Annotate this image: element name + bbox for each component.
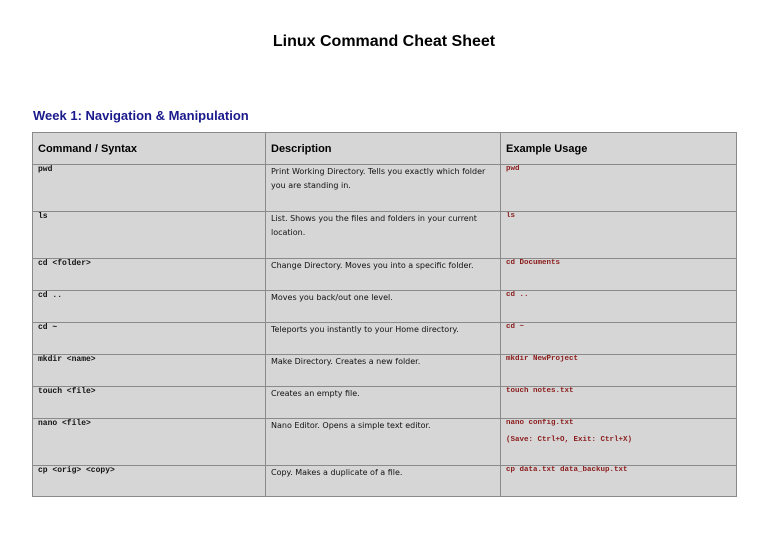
command-table [32,132,737,497]
command-cell: cd .. [33,291,266,323]
command-cell: nano <file> [33,419,266,466]
example-cell: touch notes.txt [501,387,737,419]
table-row [33,165,737,212]
example-note: (Save: Ctrl+O, Exit: Ctrl+X) [506,436,633,444]
table-row [33,387,737,419]
command-cell: cd <folder> [33,259,266,291]
table-row [33,323,737,355]
example-cell: cd .. [501,291,737,323]
description-cell: Make Directory. Creates a new folder. [266,355,501,387]
table-row [33,355,737,387]
section-heading: Week 1: Navigation & Manipulation [33,108,249,123]
example-cell: cp data.txt data_backup.txt [501,466,737,497]
example-cell: mkdir NewProject [501,355,737,387]
command-cell: mkdir <name> [33,355,266,387]
column-header-description: Description [266,133,501,165]
description-cell: Creates an empty file. [266,387,501,419]
description-cell: Change Directory. Moves you into a specific folder. [266,259,501,291]
column-header-command: Command / Syntax [33,133,266,165]
example-cell: cd ~ [501,323,737,355]
description-cell: Teleports you instantly to your Home directory. [266,323,501,355]
description-cell: Nano Editor. Opens a simple text editor. [266,419,501,466]
command-cell: cp <orig> <copy> [33,466,266,497]
table-row [33,419,737,466]
table-row [33,212,737,259]
example-cell: cd Documents [501,259,737,291]
table-header-row [33,133,737,165]
example-cell: ls [501,212,737,259]
command-cell: ls [33,212,266,259]
table-row [33,466,737,497]
description-cell: Copy. Makes a duplicate of a file. [266,466,501,497]
description-cell: Moves you back/out one level. [266,291,501,323]
command-cell: touch <file> [33,387,266,419]
document-title: Linux Command Cheat Sheet [272,33,496,50]
table-row [33,291,737,323]
table-row [33,259,737,291]
example-command: nano config.txt [506,419,574,427]
description-cell: Print Working Directory. Tells you exactly which folder you are standing in. [266,165,501,212]
command-cell: cd ~ [33,323,266,355]
column-header-example: Example Usage [501,133,737,165]
description-cell: List. Shows you the files and folders in your current location. [266,212,501,259]
example-cell: pwd [501,165,737,212]
example-cell [501,419,737,466]
command-cell: pwd [33,165,266,212]
